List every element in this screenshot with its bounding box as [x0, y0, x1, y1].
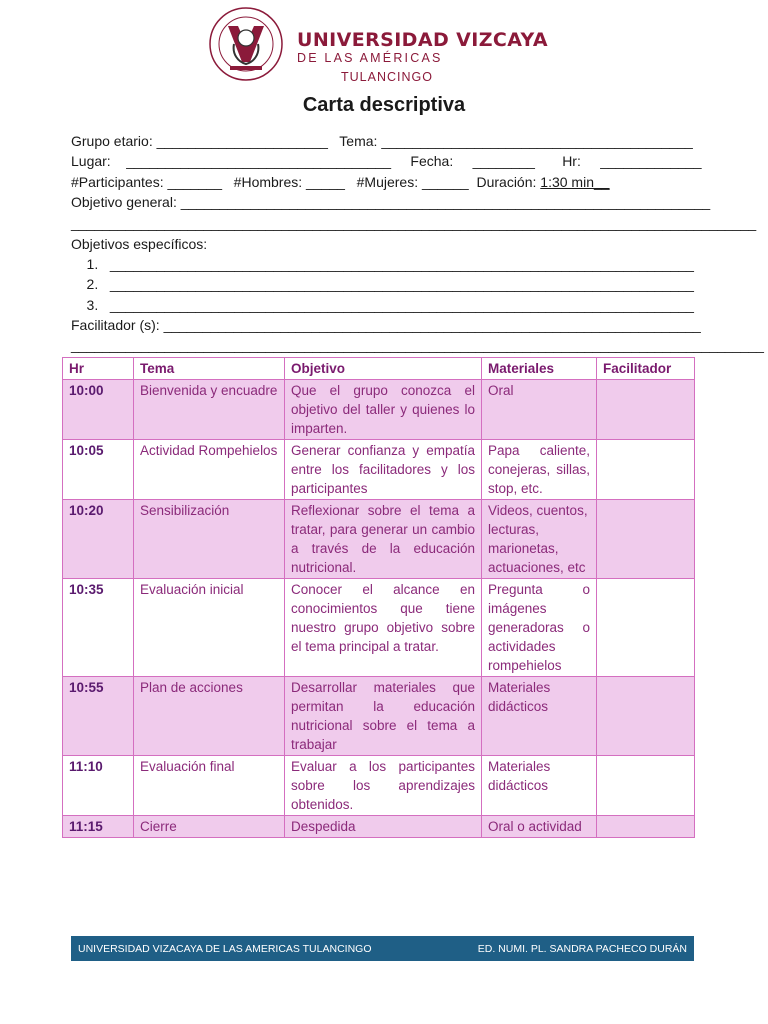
objetivos-especificos-label: Objetivos específicos:: [71, 236, 208, 252]
cell-materiales: Papa caliente, conejeras, sillas, stop, etc.: [482, 440, 597, 500]
duration-value: 1:30 min__: [540, 174, 610, 190]
university-subtitle: DE LAS AMÉRICAS: [297, 51, 443, 65]
cell-facilitador: [597, 380, 695, 440]
page-footer: [71, 936, 694, 961]
table-row: [63, 756, 695, 816]
form-line-objetivo-general: Objetivo general: ____________________________________________________________________: [71, 194, 711, 210]
cell-facilitador: [597, 500, 695, 579]
header-hr: Hr: [63, 358, 134, 380]
cell-objetivo: Despedida: [285, 816, 482, 838]
cell-tema: Plan de acciones: [134, 677, 285, 756]
cell-facilitador: [597, 756, 695, 816]
footer-author: ED. NUMI. PL. SANDRA PACHECO DURÁN: [477, 942, 687, 955]
cell-hr: 10:55: [63, 677, 134, 756]
cell-hr: 11:15: [63, 816, 134, 838]
participantes-label: #Participantes: _______ #Hombres: _____ #Mujeres: ______ Duración:: [71, 174, 541, 190]
cell-objetivo: Conocer el alcance en conocimientos que tiene nuestro grupo objetivo sobre el tema principal a tratar.: [285, 579, 482, 677]
form-line-facilitador: Facilitador (s): _____________________________________________________________________: [71, 317, 701, 333]
table-row: [63, 380, 695, 440]
table-row: [63, 500, 695, 579]
university-name: UNIVERSIDAD VIZCAYA: [297, 29, 548, 51]
form-line-participantes: [71, 174, 610, 190]
cell-hr: 11:10: [63, 756, 134, 816]
cell-tema: Evaluación inicial: [134, 579, 285, 677]
cell-hr: 10:00: [63, 380, 134, 440]
cell-objetivo: Desarrollar materiales que permitan la educación nutricional sobre el tema a trabajar: [285, 677, 482, 756]
footer-institution: UNIVERSIDAD VIZACAYA DE LAS AMERICAS TULANCINGO: [78, 942, 372, 955]
form-line-grupo-tema: Grupo etario: ______________________ Tema: ________________________________________: [71, 133, 693, 149]
form-line-blank: ________________________________________________________________________________________: [71, 215, 757, 231]
cell-hr: 10:05: [63, 440, 134, 500]
schedule-table: [62, 357, 695, 838]
cell-tema: Evaluación final: [134, 756, 285, 816]
table-header-row: [63, 358, 695, 380]
objetivo-especifico-3: 3. ___________________________________________________________________________: [71, 297, 694, 313]
cell-facilitador: [597, 677, 695, 756]
cell-materiales: Materiales didácticos: [482, 677, 597, 756]
university-logo: [208, 4, 548, 90]
header-materiales: Materiales: [482, 358, 597, 380]
cell-materiales: Oral: [482, 380, 597, 440]
cell-tema: Bienvenida y encuadre: [134, 380, 285, 440]
table-row: [63, 440, 695, 500]
university-city: TULANCINGO: [341, 70, 433, 84]
cell-objetivo: Que el grupo conozca el objetivo del taller y quienes lo imparten.: [285, 380, 482, 440]
cell-objetivo: Reflexionar sobre el tema a tratar, para generar un cambio a través de la educación nutricional.: [285, 500, 482, 579]
cell-facilitador: [597, 579, 695, 677]
cell-objetivo: Evaluar a los participantes sobre los aprendizajes obtenidos.: [285, 756, 482, 816]
page-title: Carta descriptiva: [302, 94, 466, 116]
cell-facilitador: [597, 816, 695, 838]
form-line-lugar-fecha-hr: Lugar: __________________________________ Fecha: ________ Hr: _____________: [71, 153, 702, 169]
cell-hr: 10:35: [63, 579, 134, 677]
cell-tema: Sensibilización: [134, 500, 285, 579]
header-tema: Tema: [134, 358, 285, 380]
header-facilitador: Facilitador: [597, 358, 695, 380]
table-row: [63, 579, 695, 677]
table-row: [63, 816, 695, 838]
cell-hr: 10:20: [63, 500, 134, 579]
cell-tema: Cierre: [134, 816, 285, 838]
cell-materiales: Materiales didácticos: [482, 756, 597, 816]
cell-materiales: Oral o actividad: [482, 816, 597, 838]
university-seal-icon: [208, 4, 284, 88]
cell-materiales: Pregunta o imágenes generadoras o actividades rompehielos: [482, 579, 597, 677]
header-objetivo: Objetivo: [285, 358, 482, 380]
objetivo-especifico-1: 1. ___________________________________________________________________________: [71, 256, 694, 272]
cell-objetivo: Generar confianza y empatía entre los facilitadores y los participantes: [285, 440, 482, 500]
cell-facilitador: [597, 440, 695, 500]
table-row: [63, 677, 695, 756]
form-line-blank-2: _________________________________________________________________________________________: [71, 337, 764, 353]
cell-tema: Actividad Rompehielos: [134, 440, 285, 500]
cell-materiales: Videos, cuentos, lecturas, marionetas, actuaciones, etc: [482, 500, 597, 579]
objetivo-especifico-2: 2. ___________________________________________________________________________: [71, 276, 694, 292]
